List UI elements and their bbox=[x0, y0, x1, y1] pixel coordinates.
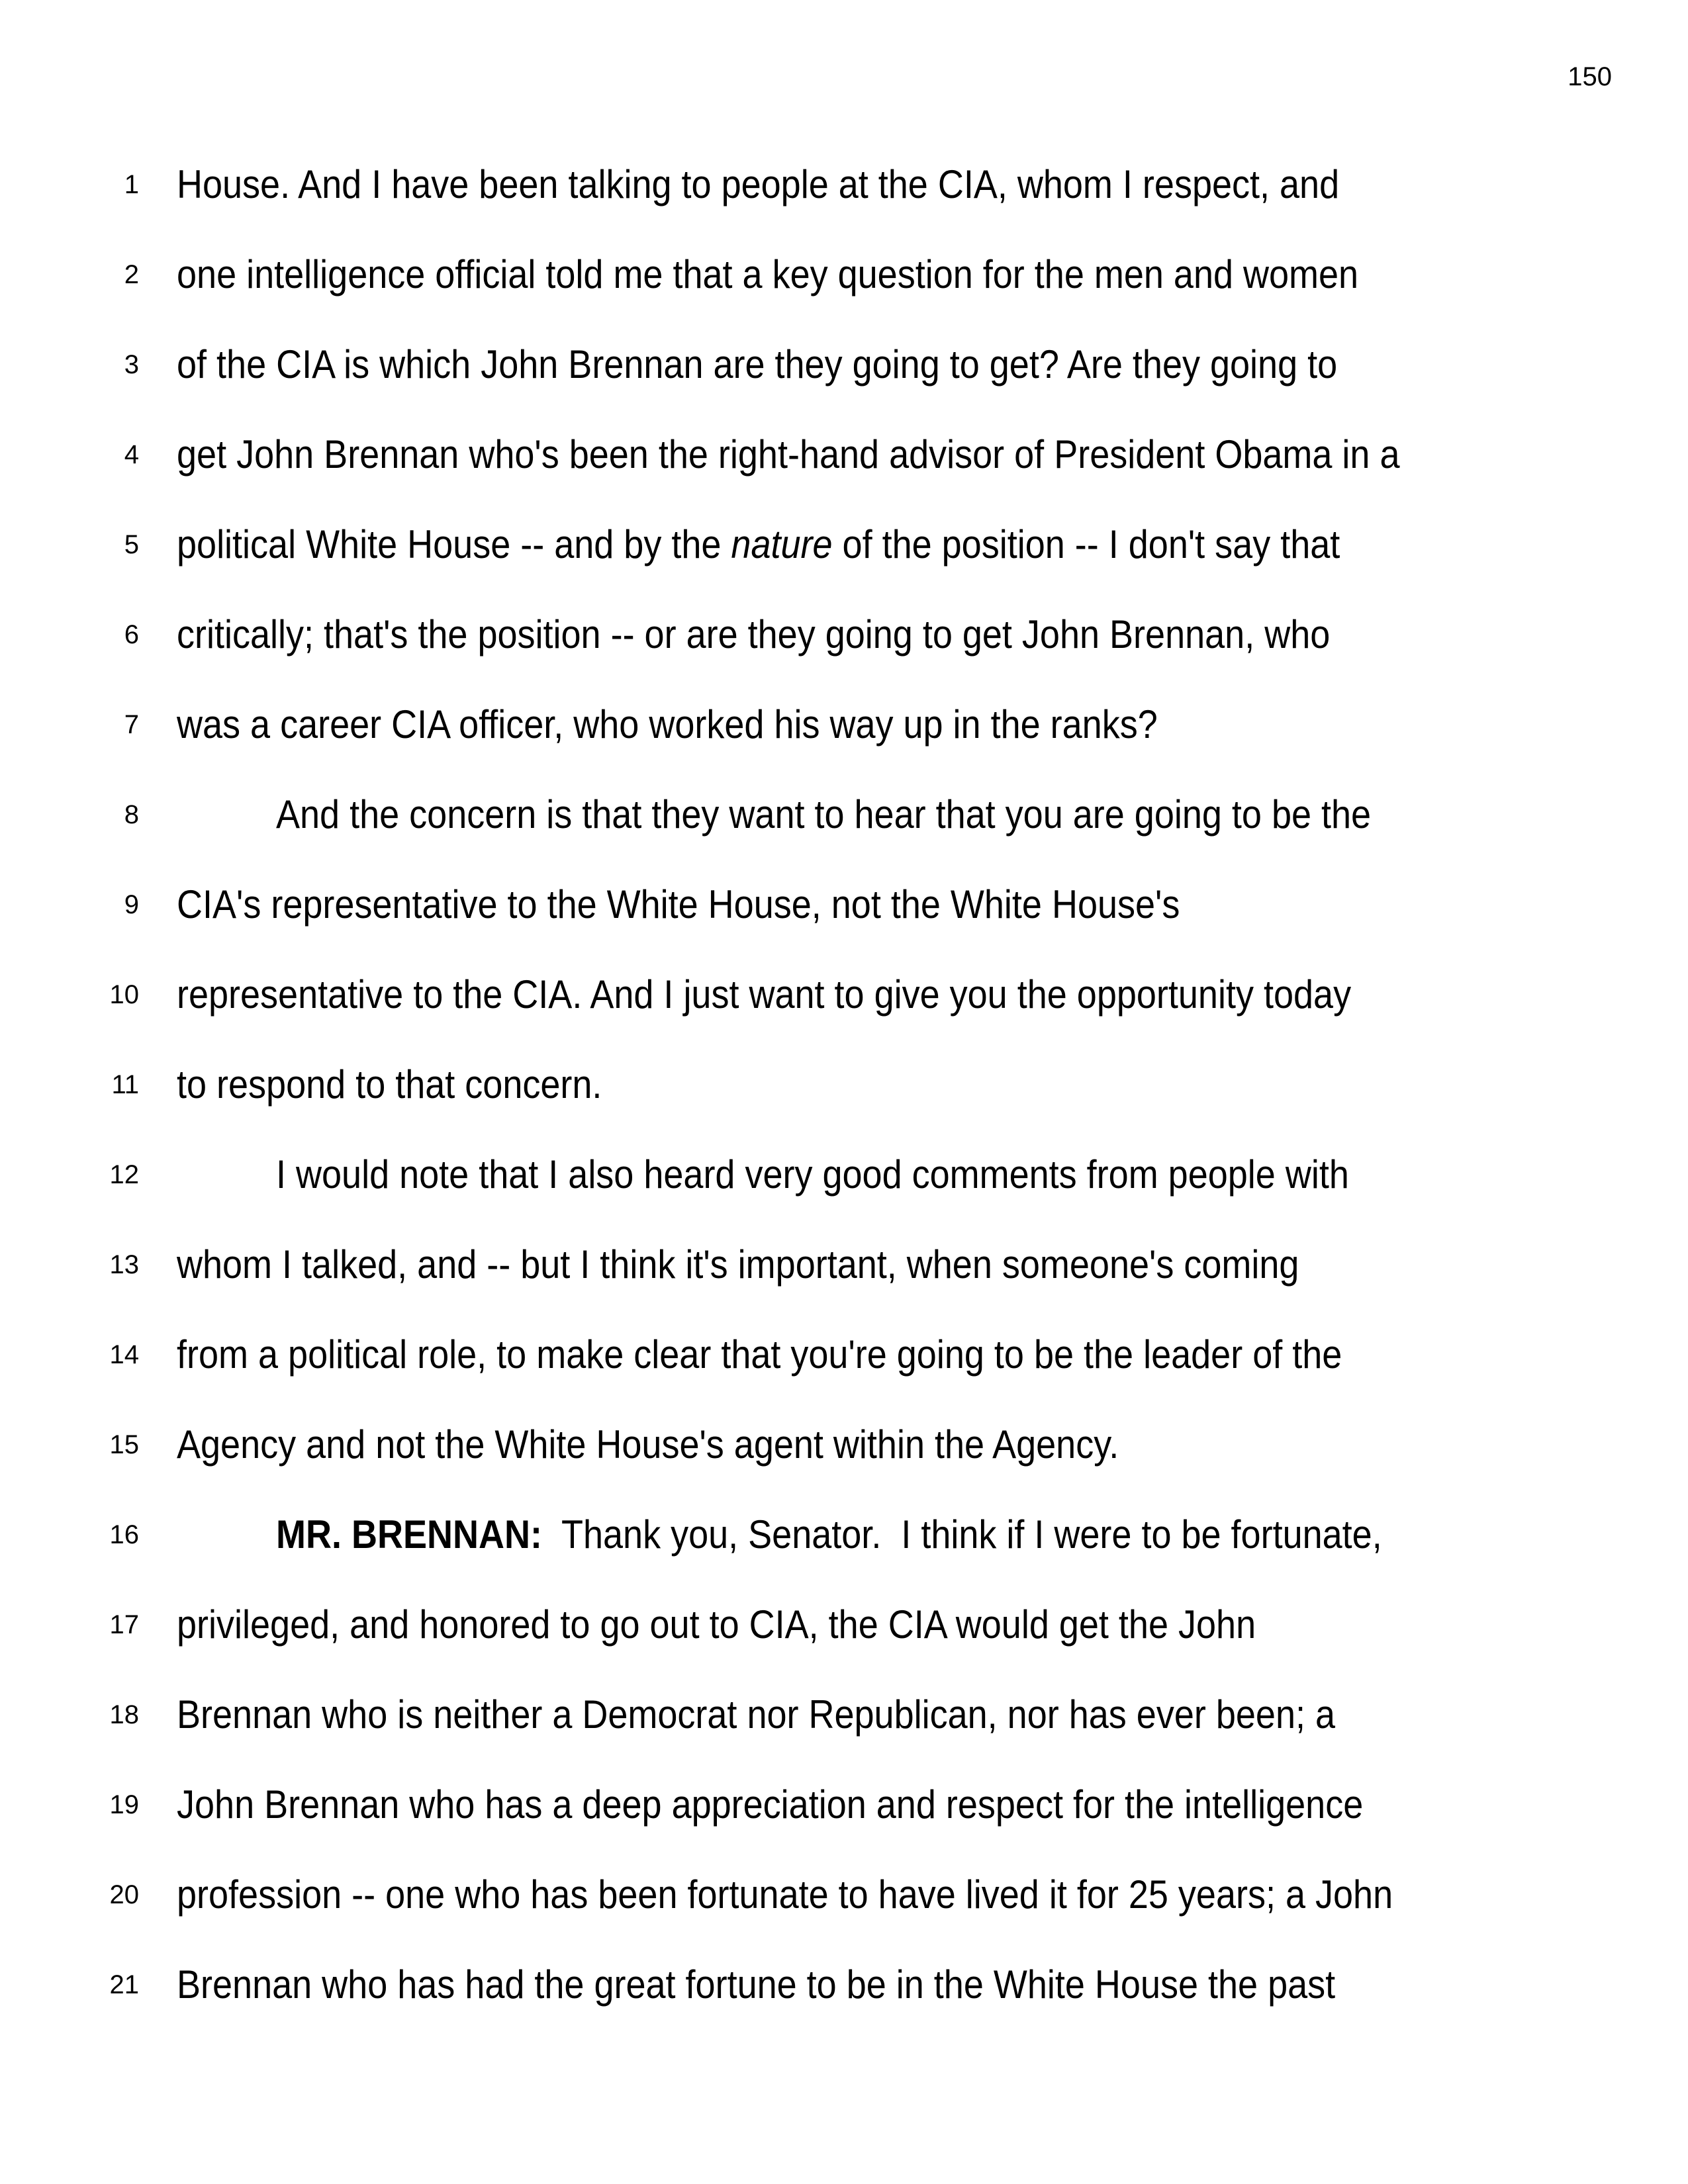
transcript-line bbox=[0, 770, 1688, 860]
line-text: And the concern is that they want to hear that you are going to be the bbox=[276, 792, 1372, 837]
transcript-line bbox=[0, 1310, 1688, 1400]
transcript-line bbox=[0, 1490, 1688, 1580]
line-text-part: Thank you, Senator. I think if I were to be fortunate, bbox=[541, 1512, 1382, 1557]
line-text: to respond to that concern. bbox=[177, 1062, 602, 1107]
line-text-part: political White House -- and by the bbox=[177, 522, 731, 567]
emphasized-word: nature bbox=[731, 522, 833, 567]
transcript-line bbox=[0, 410, 1688, 500]
line-text: one intelligence official told me that a key question for the men and women bbox=[177, 252, 1359, 296]
transcript-line bbox=[0, 1760, 1688, 1850]
line-number: 11 bbox=[111, 1070, 139, 1099]
line-number: 3 bbox=[124, 350, 139, 379]
line-text: whom I talked, and -- but I think it's important, when someone's coming bbox=[177, 1242, 1299, 1287]
transcript-line bbox=[0, 680, 1688, 770]
line-text: Agency and not the White House's agent within the Agency. bbox=[177, 1422, 1119, 1467]
transcript-line bbox=[0, 1670, 1688, 1760]
transcript-line bbox=[0, 140, 1688, 230]
line-number: 12 bbox=[109, 1160, 139, 1189]
line-number: 19 bbox=[109, 1790, 139, 1819]
line-number: 2 bbox=[124, 260, 139, 289]
line-number: 20 bbox=[109, 1880, 139, 1909]
line-text: critically; that's the position -- or are they going to get John Brennan, who bbox=[177, 612, 1331, 657]
line-text bbox=[177, 500, 1340, 590]
transcript-line bbox=[0, 590, 1688, 680]
line-number: 6 bbox=[124, 620, 139, 649]
transcript-line bbox=[0, 860, 1688, 950]
line-number: 1 bbox=[124, 170, 139, 199]
transcript-line bbox=[0, 1220, 1688, 1310]
line-text: House. And I have been talking to people at the CIA, whom I respect, and bbox=[177, 162, 1340, 206]
transcript-line bbox=[0, 1850, 1688, 1940]
line-number: 7 bbox=[124, 710, 139, 739]
line-number: 4 bbox=[124, 440, 139, 469]
transcript-line bbox=[0, 230, 1688, 320]
transcript-line bbox=[0, 320, 1688, 410]
line-number: 14 bbox=[109, 1340, 139, 1369]
transcript-line bbox=[0, 1040, 1688, 1130]
line-number: 16 bbox=[109, 1520, 139, 1549]
line-text: of the CIA is which John Brennan are they going to get? Are they going to bbox=[177, 342, 1338, 387]
line-number: 9 bbox=[124, 890, 139, 919]
line-text: was a career CIA officer, who worked his way up in the ranks? bbox=[177, 702, 1158, 747]
page-number: 150 bbox=[1568, 62, 1612, 91]
line-number: 10 bbox=[109, 980, 139, 1009]
speaker-label: MR. BRENNAN: bbox=[276, 1512, 542, 1557]
line-text: privileged, and honored to go out to CIA, the CIA would get the John bbox=[177, 1602, 1256, 1647]
line-number: 18 bbox=[109, 1700, 139, 1729]
line-text: get John Brennan who's been the right-hand advisor of President Obama in a bbox=[177, 432, 1400, 477]
transcript-body bbox=[0, 140, 1688, 2030]
line-text-part: of the position -- I don't say that bbox=[832, 522, 1340, 567]
line-text: from a political role, to make clear that you're going to be the leader of the bbox=[177, 1332, 1342, 1377]
line-text: Brennan who is neither a Democrat nor Republican, nor has ever been; a bbox=[177, 1692, 1336, 1737]
line-text bbox=[276, 1490, 1382, 1580]
line-number: 13 bbox=[109, 1250, 139, 1279]
line-text: I would note that I also heard very good comments from people with bbox=[276, 1152, 1349, 1197]
transcript-line bbox=[0, 1940, 1688, 2030]
line-text: profession -- one who has been fortunate to have lived it for 25 years; a John bbox=[177, 1872, 1393, 1917]
line-text: John Brennan who has a deep appreciation and respect for the intelligence bbox=[177, 1782, 1364, 1827]
line-number: 17 bbox=[109, 1610, 139, 1639]
transcript-line bbox=[0, 1130, 1688, 1220]
transcript-line bbox=[0, 500, 1688, 590]
line-number: 5 bbox=[124, 530, 139, 559]
line-number: 8 bbox=[124, 800, 139, 829]
transcript-line bbox=[0, 950, 1688, 1040]
line-text: representative to the CIA. And I just want to give you the opportunity today bbox=[177, 972, 1352, 1017]
line-text: Brennan who has had the great fortune to be in the White House the past bbox=[177, 1962, 1336, 2007]
transcript-line bbox=[0, 1580, 1688, 1670]
transcript-line bbox=[0, 1400, 1688, 1490]
line-number: 21 bbox=[109, 1970, 139, 1999]
line-number: 15 bbox=[109, 1430, 139, 1459]
line-text: CIA's representative to the White House, not the White House's bbox=[177, 882, 1180, 927]
